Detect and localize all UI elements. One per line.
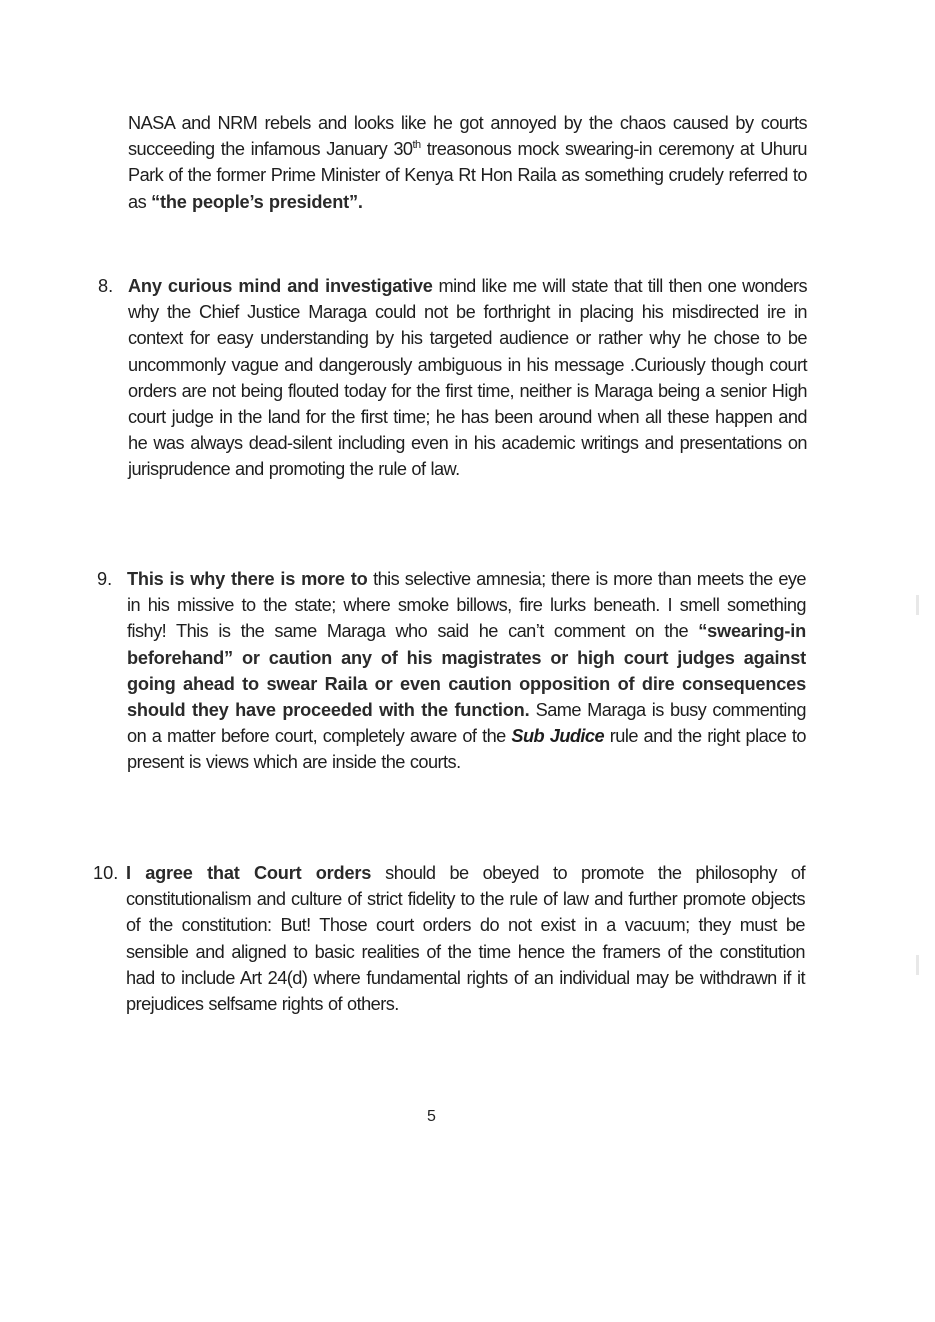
list-item-10	[93, 860, 806, 1017]
paragraph-continuation	[128, 110, 807, 215]
page-number: 5	[427, 1108, 436, 1125]
item-bold-lead: This is why there is more to	[127, 569, 368, 589]
list-item-8	[98, 273, 807, 483]
list-number: 8.	[98, 276, 114, 296]
item-text-2: Same Maraga is busy commenting on a matter before court, completely aware of the	[127, 700, 806, 747]
item-text: mind like me will state that till then one wonders why the Chief Justice Maraga could not be forthright in placing his misdirected ire in context for easy understanding by his targeted audience or rather why he chose to be uncommonly vague and dangerously ambiguous in his message .Curiously though court orders are not being flouted today for the first time, neither is Maraga being a senior High court judge in the land for the first time; he has been around when all these happen and he was always dead-silent including even in his academic writings and presentations on jurisprudence and promoting the rule of law.	[128, 276, 807, 480]
continuation-text-1: NASA and NRM rebels and looks like he got annoyed by the chaos caused by courts succeeding the infamous January 30	[128, 113, 807, 160]
item-text-3: rule and the right place to present is views which are inside the courts.	[127, 726, 806, 773]
continuation-text-2: treasonous mock swearing-in ceremony at Uhuru Park of the former Prime Minister of Kenya Rt Hon Raila as something crudely referred to as	[128, 139, 807, 212]
continuation-bold-quote: “the people’s president”.	[151, 191, 363, 212]
item-text: should be obeyed to promote the philosophy of constitutionalism and culture of strict fidelity to the rule of law and further promote objects of the constitution: But! Those court orders do not exist in a vacuum; they must be sensible and aligned to basic realities of the time hence the framers of the constitution had to include Art 24(d) where fundamental rights of an individual may be withdrawn if it prejudices selfsame rights of others.	[126, 863, 806, 1015]
scan-edge-mark	[916, 955, 919, 975]
superscript-th: th	[412, 139, 421, 152]
item-bold-middle: “swearing-in beforehand” or caution any of his magistrates or high court judges against going ahead to swear Raila or even caution opposition of dire consequences should they have proceeded with the function.	[127, 621, 806, 721]
item-bold-lead: I agree that Court orders	[126, 863, 372, 883]
item-bold-lead: Any curious mind and investigative	[128, 276, 433, 296]
item-text-1: this selective amnesia; there is more than meets the eye in his missive to the state; where smoke billows, fire lurks beneath. I smell something fishy! This is the same Maraga who said he can’t comment on the	[127, 569, 806, 642]
list-number: 10.	[93, 863, 119, 883]
list-item-9	[97, 566, 806, 776]
scan-edge-mark	[916, 595, 919, 615]
list-number: 9.	[97, 569, 113, 589]
item-bold-italic-term: Sub Judice	[511, 726, 605, 747]
